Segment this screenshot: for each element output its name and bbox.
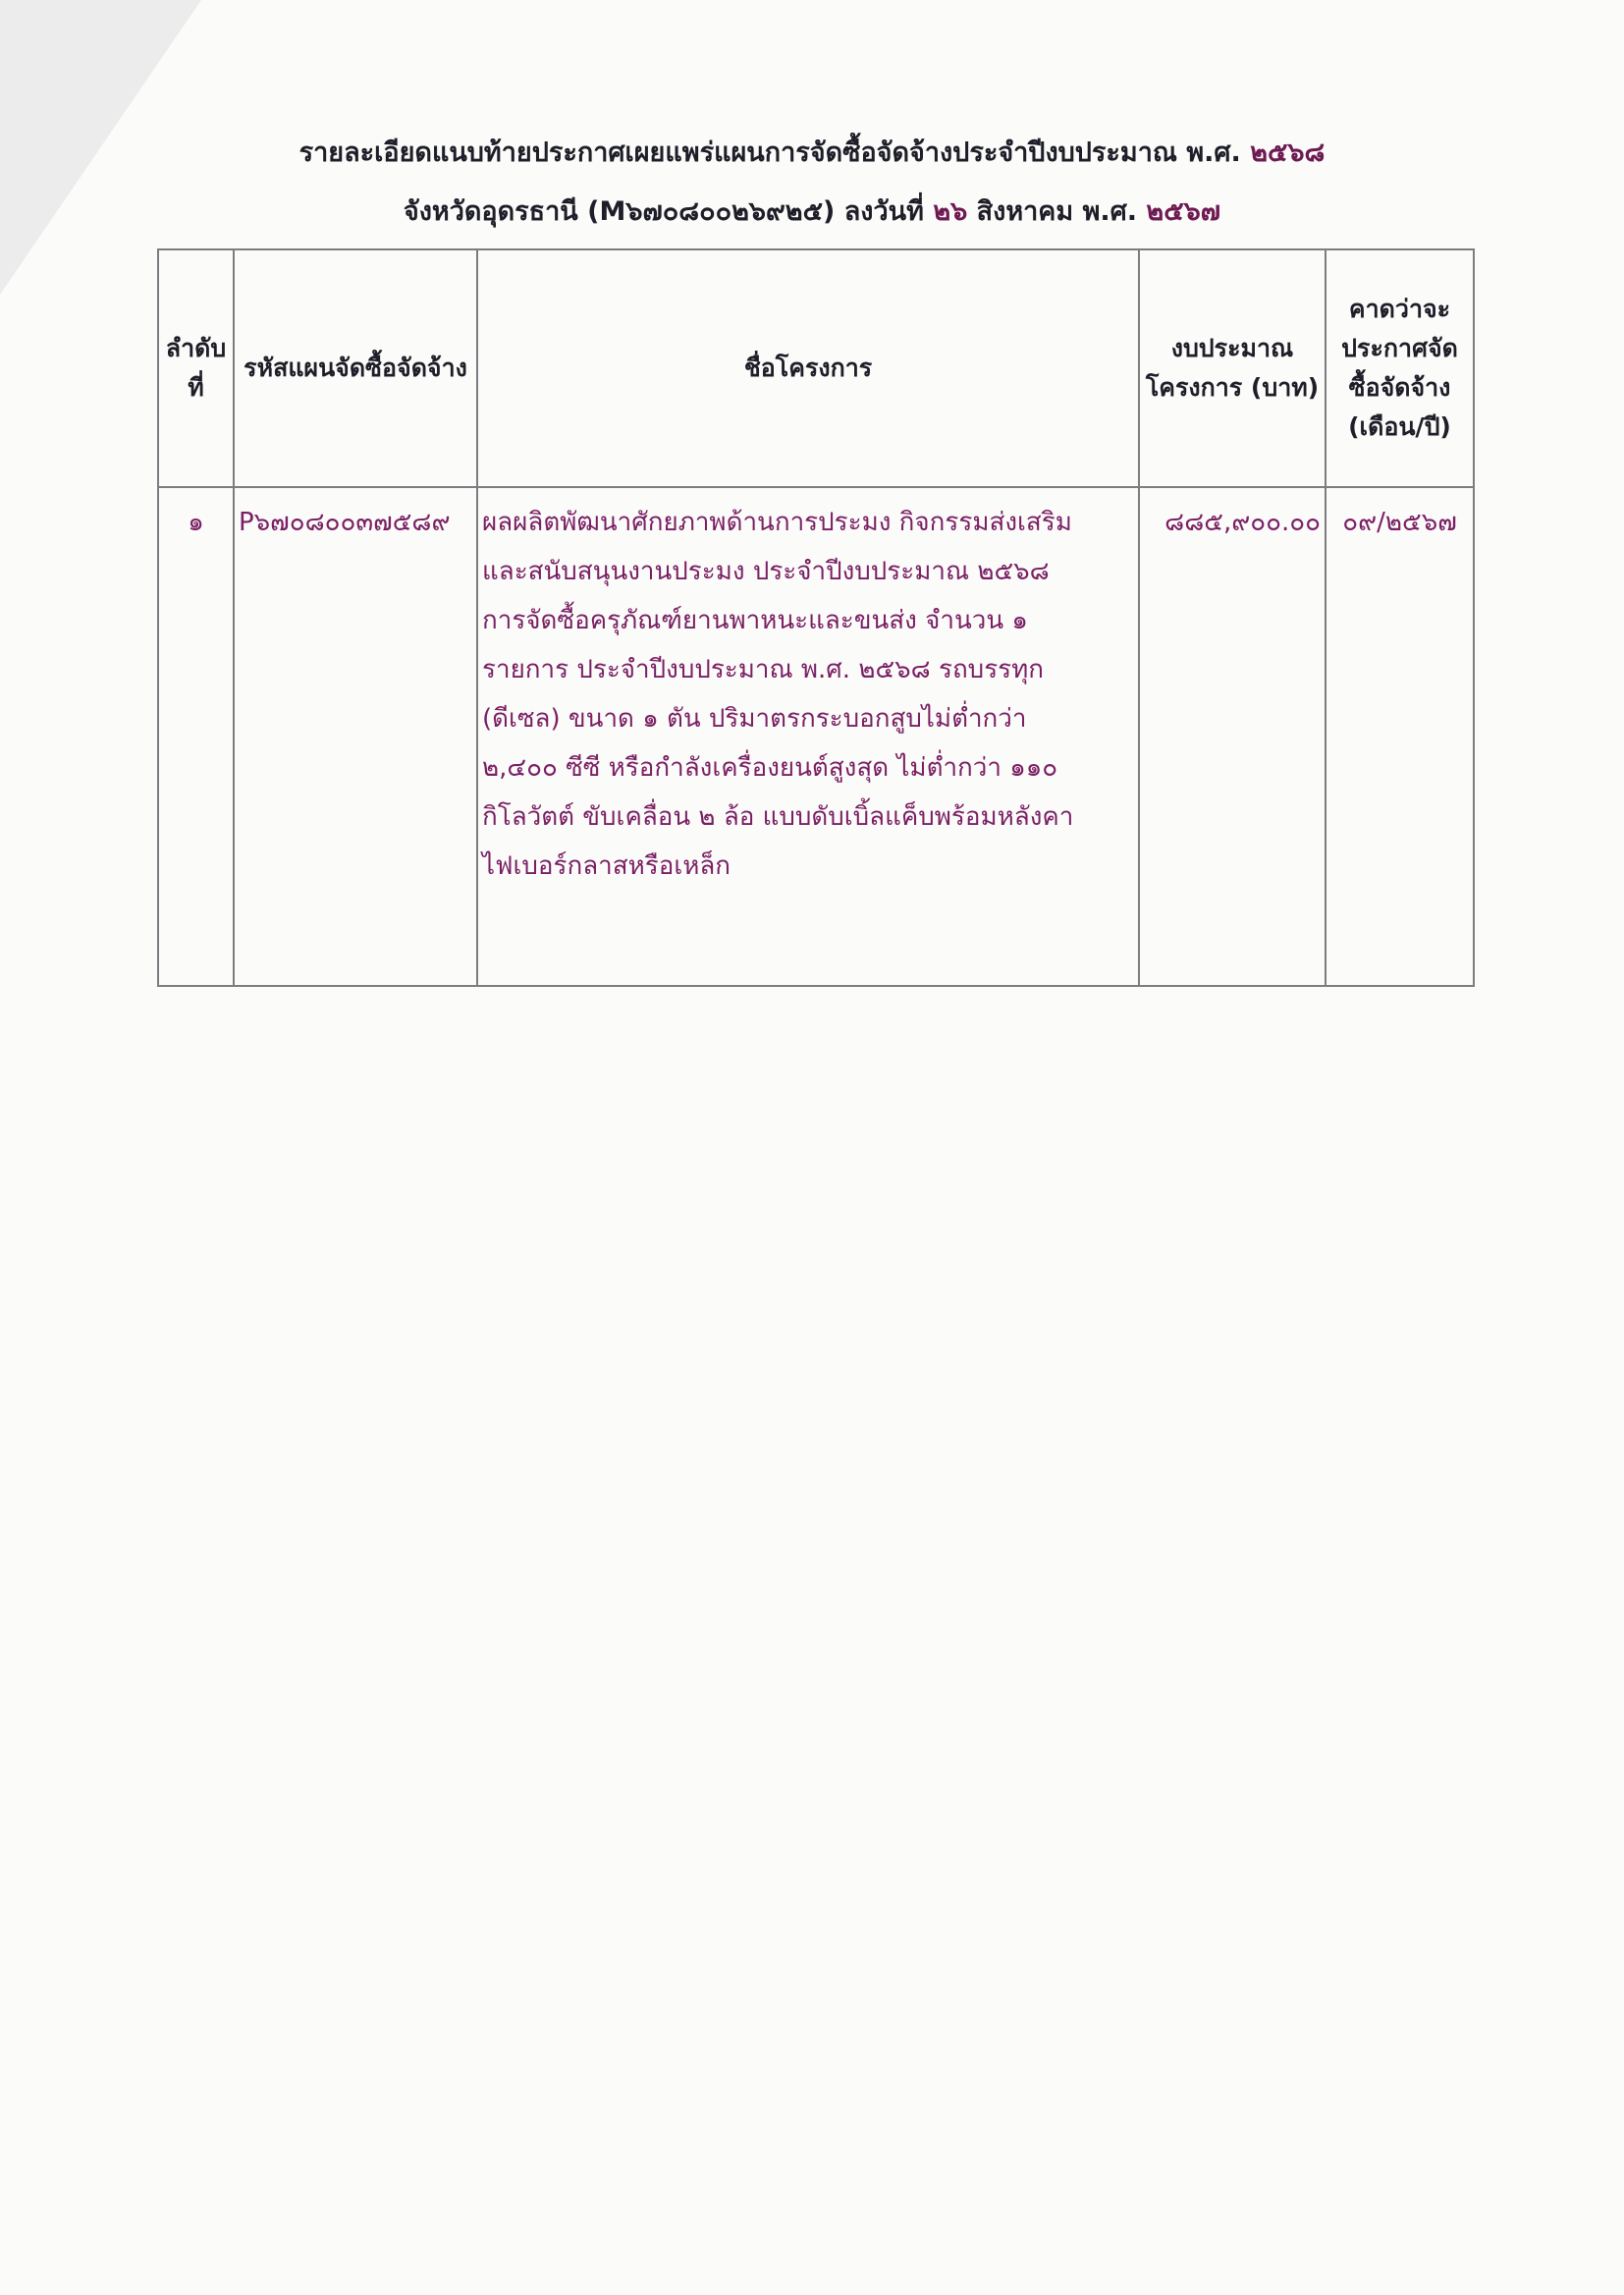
row-project-name — [477, 487, 1139, 986]
date-day: ๒๖ — [933, 196, 968, 227]
date-label: ลงวันที่ — [843, 196, 924, 227]
province-name: จังหวัดอุดรธานี — [403, 196, 578, 227]
date-month: สิงหาคม — [976, 196, 1074, 227]
project-name-line: และสนับสนุนงานประมง ประจำปีงบประมาณ ๒๕๖๘ — [482, 557, 1050, 586]
table-header-row — [158, 249, 1474, 487]
announcement-code: (M๖๗๐๘๐๐๒๖๙๒๕) — [587, 196, 836, 227]
procurement-plan-table — [157, 248, 1475, 987]
header-plan-code: รหัสแผนจัดซื้อจัดจ้าง — [234, 249, 477, 487]
row-plan-code: P๖๗๐๘๐๐๓๗๕๘๙ — [234, 487, 477, 986]
project-name-line: ไฟเบอร์กลาสหรือเหล็ก — [482, 851, 731, 881]
date-era: พ.ศ. — [1082, 196, 1138, 227]
row-budget: ๘๘๕,๙๐๐.๐๐ — [1139, 487, 1326, 986]
project-name-line: ๒,๔๐๐ ซีซี หรือกำลังเครื่องยนต์สูงสุด ไม่ต่ำกว่า ๑๑๐ — [482, 753, 1058, 783]
header-budget: งบประมาณโครงการ (บาท) — [1139, 249, 1326, 487]
project-name-line: รายการ ประจำปีงบประมาณ พ.ศ. ๒๕๖๘ รถบรรทุก — [482, 655, 1044, 684]
project-name-line: (ดีเซล) ขนาด ๑ ตัน ปริมาตรกระบอกสูบไม่ต่ำกว่า — [482, 704, 1027, 734]
table-row — [158, 487, 1474, 986]
row-no: ๑ — [158, 487, 234, 986]
date-year: ๒๕๖๗ — [1146, 196, 1221, 227]
header-expected-date: คาดว่าจะประกาศจัดซื้อจัดจ้าง (เดือน/ปี) — [1326, 249, 1474, 487]
project-name-line: การจัดซื้อครุภัณฑ์ยานพาหนะและขนส่ง จำนวน ๑ — [482, 606, 1028, 635]
project-name-line: กิโลวัตต์ ขับเคลื่อน ๒ ล้อ แบบดับเบิ้ลแค็บพร้อมหลังคา — [482, 802, 1074, 832]
project-name-line: ผลผลิตพัฒนาศักยภาพด้านการประมง กิจกรรมส่งเสริม — [482, 508, 1072, 537]
title-year: ๒๕๖๘ — [1250, 137, 1326, 168]
document-title-line-1 — [0, 134, 1624, 173]
title-prefix: รายละเอียดแนบท้ายประกาศเผยแพร่แผนการจัดซื้อจัดจ้างประจำปีงบประมาณ พ.ศ. — [298, 137, 1241, 168]
row-expected-date: ๐๙/๒๕๖๗ — [1326, 487, 1474, 986]
header-project-name: ชื่อโครงการ — [477, 249, 1139, 487]
header-no: ลำดับที่ — [158, 249, 234, 487]
document-title-line-2 — [0, 192, 1624, 232]
